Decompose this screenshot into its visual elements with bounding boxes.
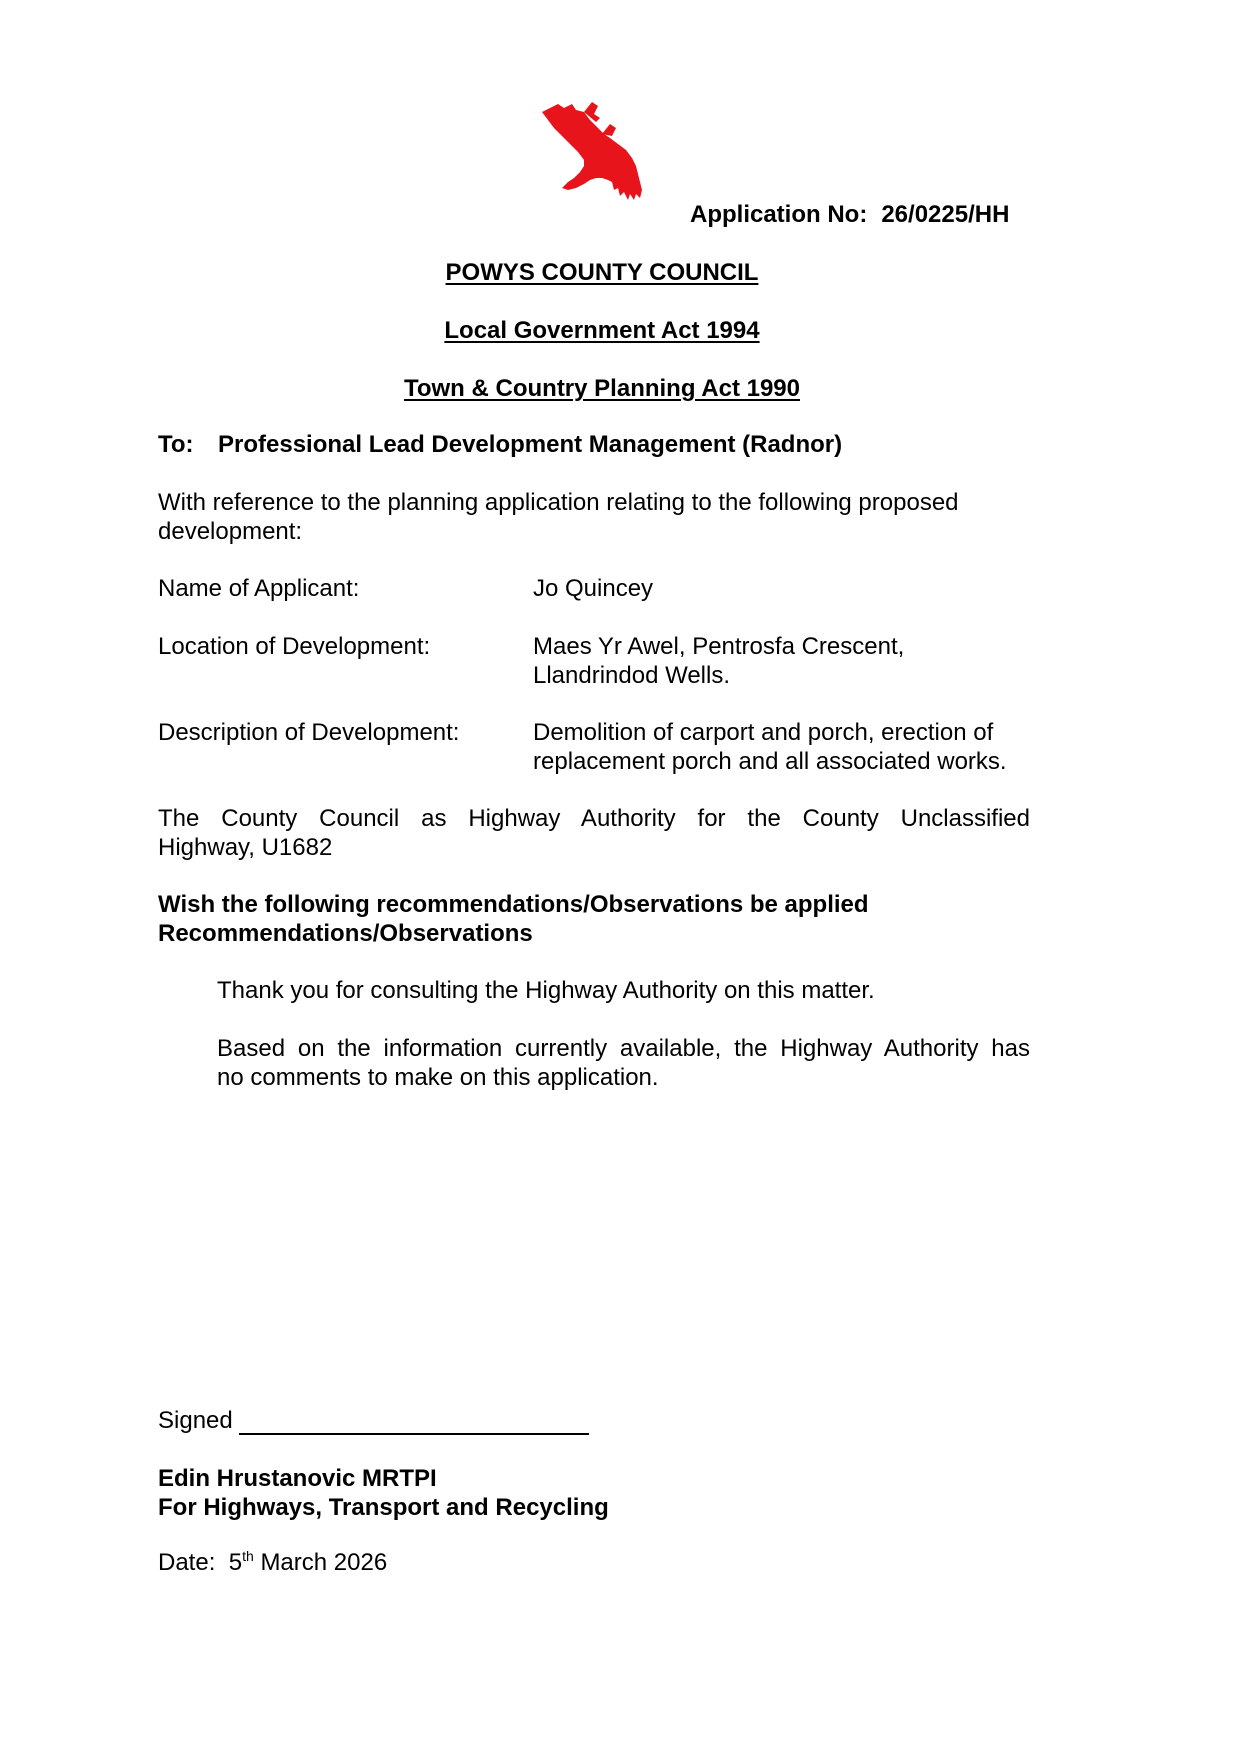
act-heading-1 (0, 316, 1204, 345)
act-heading-2-text: Town & Country Planning Act 1990 (403, 375, 801, 402)
date-day: 5 (228, 1549, 243, 1576)
intro-line-1: With reference to the planning application relating to the following proposed (158, 489, 959, 516)
recommendation-paragraph-2-line-2: no comments to make on this application. (217, 1064, 659, 1091)
recommendation-paragraph-1: Thank you for consulting the Highway Authority on this matter. (217, 977, 875, 1004)
red-kite-logo-icon (540, 100, 650, 205)
recipient-label: To: (158, 431, 194, 458)
date-line (158, 1548, 658, 1577)
signer-name: Edin Hrustanovic MRTPI (158, 1465, 437, 1492)
signature-blank (239, 1407, 589, 1435)
highway-line-1: The County Council as Highway Authority for the County Unclassified (158, 805, 1030, 832)
recommendation-paragraph-2-line-1: Based on the information currently available, the Highway Authority has (217, 1035, 1030, 1062)
location-line-2: Llandrindod Wells. (533, 662, 731, 689)
recommendations-heading-line-1: Wish the following recommendations/Observations be applied (158, 891, 869, 918)
description-value (533, 718, 1053, 776)
date-rest: March 2026 (260, 1549, 388, 1576)
location-label: Location of Development: (158, 633, 431, 660)
signature-line (158, 1406, 758, 1435)
recommendation-paragraph-2 (217, 1034, 1030, 1092)
highway-paragraph (158, 804, 1030, 862)
applicant-value: Jo Quincey (533, 575, 654, 602)
date-label: Date: (158, 1549, 216, 1576)
signer-department: For Highways, Transport and Recycling (158, 1494, 609, 1521)
signed-label: Signed (158, 1407, 233, 1434)
council-heading (0, 258, 1204, 287)
council-heading-text: POWYS COUNTY COUNCIL (445, 259, 759, 286)
application-number-line (690, 200, 1070, 229)
act-heading-2 (0, 374, 1204, 403)
description-line-2: replacement porch and all associated works. (533, 748, 1007, 775)
description-label: Description of Development: (158, 719, 460, 746)
recipient-line (158, 430, 1088, 459)
signer-block (158, 1464, 858, 1522)
act-heading-1-text: Local Government Act 1994 (444, 317, 760, 344)
location-value (533, 632, 1053, 690)
intro-line-2: development: (158, 518, 303, 545)
recipient-value: Professional Lead Development Management (Radnor) (218, 431, 843, 458)
date-suffix: th (242, 1548, 254, 1564)
application-number-label: Application No: (690, 201, 868, 228)
applicant-label: Name of Applicant: (158, 575, 360, 602)
intro-paragraph (158, 488, 1030, 546)
highway-line-2: Highway, U1682 (158, 834, 333, 861)
recommendations-heading (158, 890, 1058, 948)
location-line-1: Maes Yr Awel, Pentrosfa Crescent, (533, 633, 905, 660)
description-line-1: Demolition of carport and porch, erection of (533, 719, 994, 746)
recommendations-heading-line-2: Recommendations/Observations (158, 920, 533, 947)
application-number-value: 26/0225/HH (881, 201, 1010, 228)
